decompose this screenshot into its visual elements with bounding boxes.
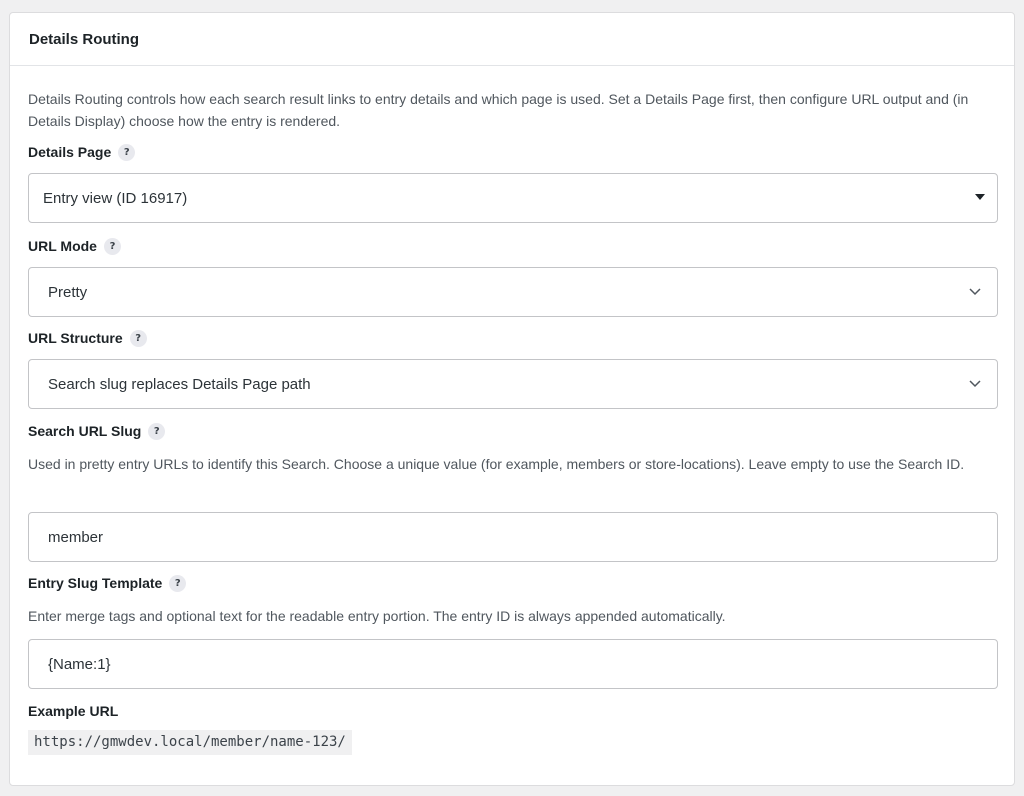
entry-slug-template-label-text: Entry Slug Template bbox=[28, 575, 163, 591]
caret-down-icon bbox=[975, 194, 985, 200]
url-structure-label bbox=[28, 328, 147, 348]
details-page-help-icon[interactable]: ? bbox=[118, 144, 135, 161]
chevron-down-icon bbox=[969, 285, 981, 297]
search-url-slug-label-text: Search URL Slug bbox=[28, 423, 142, 439]
panel-intro-text: Details Routing controls how each search result links to entry details and which page is used. Set a Details Page first, then configure URL output and (in Details Display) choose how the entry is rendered. bbox=[28, 91, 969, 129]
url-structure-label-text: URL Structure bbox=[28, 330, 123, 346]
panel-header bbox=[10, 13, 1014, 66]
details-page-select[interactable] bbox=[28, 173, 998, 223]
search-url-slug-value: member bbox=[48, 528, 104, 546]
entry-slug-template-value: {Name:1} bbox=[48, 655, 111, 673]
url-mode-select[interactable] bbox=[28, 267, 998, 317]
example-url-label bbox=[28, 701, 118, 721]
search-url-slug-input[interactable] bbox=[28, 512, 998, 562]
url-mode-label bbox=[28, 236, 121, 256]
url-mode-selected-value: Pretty bbox=[48, 283, 88, 301]
example-url-label-text: Example URL bbox=[28, 703, 119, 719]
example-url-code: https://gmwdev.local/member/name-123/ bbox=[28, 730, 352, 755]
search-url-slug-description: Used in pretty entry URLs to identify this Search. Choose a unique value (for example, members or store-locations). Leave empty to use the Search ID. bbox=[28, 456, 965, 472]
url-structure-help-icon[interactable]: ? bbox=[130, 330, 147, 347]
panel-title: Details Routing bbox=[29, 30, 140, 48]
url-structure-select[interactable] bbox=[28, 359, 998, 409]
details-page-label bbox=[28, 142, 135, 162]
details-page-selected-value: Entry view (ID 16917) bbox=[43, 189, 188, 207]
url-structure-selected-value: Search slug replaces Details Page path bbox=[48, 375, 311, 393]
details-page-label-text: Details Page bbox=[28, 144, 112, 160]
chevron-down-icon bbox=[969, 377, 981, 389]
url-mode-help-icon[interactable]: ? bbox=[104, 238, 121, 255]
search-url-slug-help-icon[interactable]: ? bbox=[148, 423, 165, 440]
entry-slug-template-help-icon[interactable]: ? bbox=[169, 575, 186, 592]
url-mode-label-text: URL Mode bbox=[28, 238, 97, 254]
entry-slug-template-input[interactable] bbox=[28, 639, 998, 689]
details-routing-panel bbox=[9, 12, 1015, 786]
search-url-slug-label bbox=[28, 421, 165, 441]
entry-slug-template-description: Enter merge tags and optional text for the readable entry portion. The entry ID is always appended automatically. bbox=[28, 608, 726, 624]
entry-slug-template-label bbox=[28, 573, 186, 593]
